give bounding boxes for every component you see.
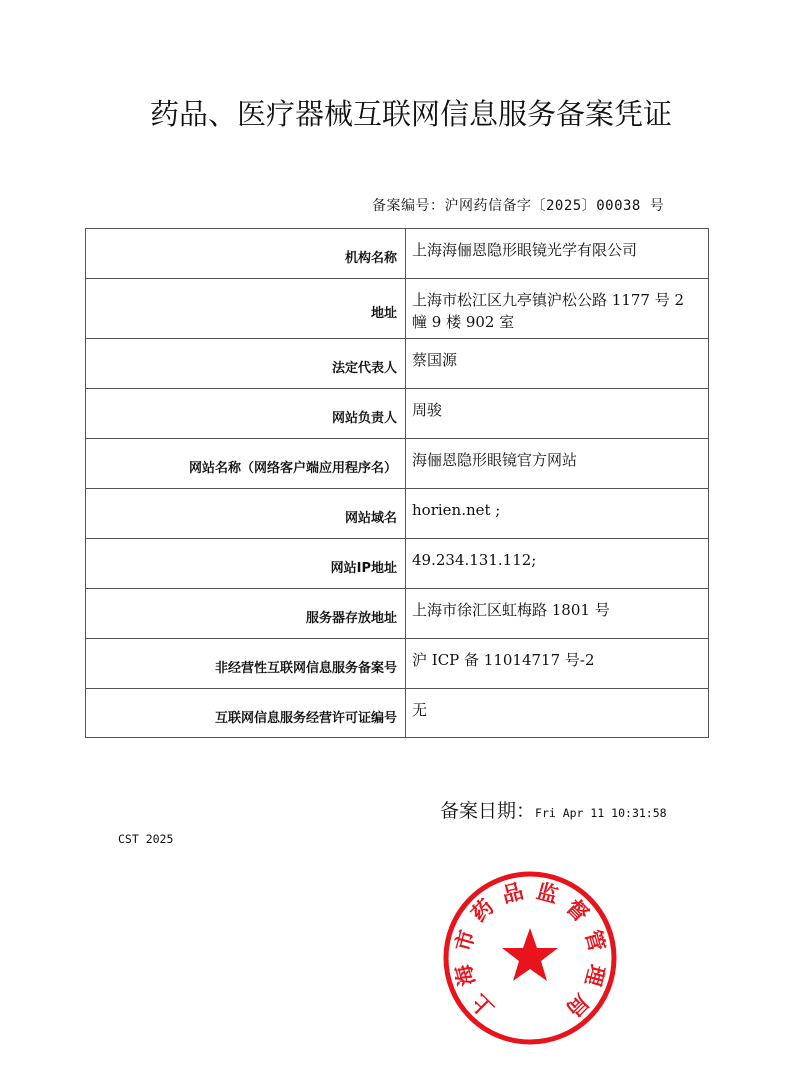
- row-value: 沪 ICP 备 11014717 号-2: [406, 639, 709, 689]
- row-label: 网站域名: [86, 489, 406, 539]
- seal-char: 上: [466, 989, 499, 1022]
- table-row: [86, 489, 709, 539]
- table-row: [86, 439, 709, 489]
- seal-char: 海: [450, 962, 480, 989]
- seal-char: 理: [580, 962, 610, 989]
- table-row: [86, 639, 709, 689]
- row-label: 机构名称: [86, 229, 406, 279]
- date-value: Fri Apr 11 10:31:58: [535, 806, 667, 820]
- row-value: 无: [406, 689, 709, 738]
- record-number: 备案编号：沪网药信备字〔2025〕00038 号: [372, 198, 665, 214]
- table-row: [86, 279, 709, 339]
- seal-char: 市: [450, 927, 480, 954]
- row-label: 非经营性互联网信息服务备案号: [86, 639, 406, 689]
- document-title: 药品、医疗器械互联网信息服务备案凭证: [150, 97, 673, 131]
- record-table: [85, 228, 709, 738]
- row-label: 互联网信息服务经营许可证编号: [86, 689, 406, 738]
- row-value: 上海海俪恩隐形眼镜光学有限公司: [406, 229, 709, 279]
- row-value: 周骏: [406, 389, 709, 439]
- row-label: 网站IP地址: [86, 539, 406, 589]
- row-value: 49.234.131.112;: [406, 539, 709, 589]
- table-row: [86, 539, 709, 589]
- record-date: [440, 796, 667, 823]
- seal-char: 药: [466, 894, 499, 927]
- seal-char: 管: [580, 927, 610, 954]
- seal-char: 监: [534, 878, 561, 908]
- date-tail: CST 2025: [118, 832, 174, 846]
- row-value: 海俪恩隐形眼镜官方网站: [406, 439, 709, 489]
- row-value: horien.net ;: [406, 489, 709, 539]
- date-label: 备案日期：: [440, 800, 536, 822]
- table-row: [86, 589, 709, 639]
- row-label: 网站名称（网络客户端应用程序名）: [86, 439, 406, 489]
- row-value: 上海市徐汇区虹梅路 1801 号: [406, 589, 709, 639]
- seal-char: 督: [561, 894, 594, 927]
- row-value: 蔡国源: [406, 339, 709, 389]
- table-row: [86, 339, 709, 389]
- official-seal: [440, 868, 620, 1048]
- row-label: 法定代表人: [86, 339, 406, 389]
- row-label: 地址: [86, 279, 406, 339]
- row-label: 服务器存放地址: [86, 589, 406, 639]
- row-label: 网站负责人: [86, 389, 406, 439]
- table-row: [86, 389, 709, 439]
- seal-char: 品: [499, 878, 526, 908]
- table-row: [86, 689, 709, 738]
- table-row: [86, 229, 709, 279]
- seal-char: 局: [561, 989, 594, 1022]
- row-value: 上海市松江区九亭镇沪松公路 1177 号 2 幢 9 楼 902 室: [406, 279, 709, 339]
- star-icon: [502, 928, 558, 981]
